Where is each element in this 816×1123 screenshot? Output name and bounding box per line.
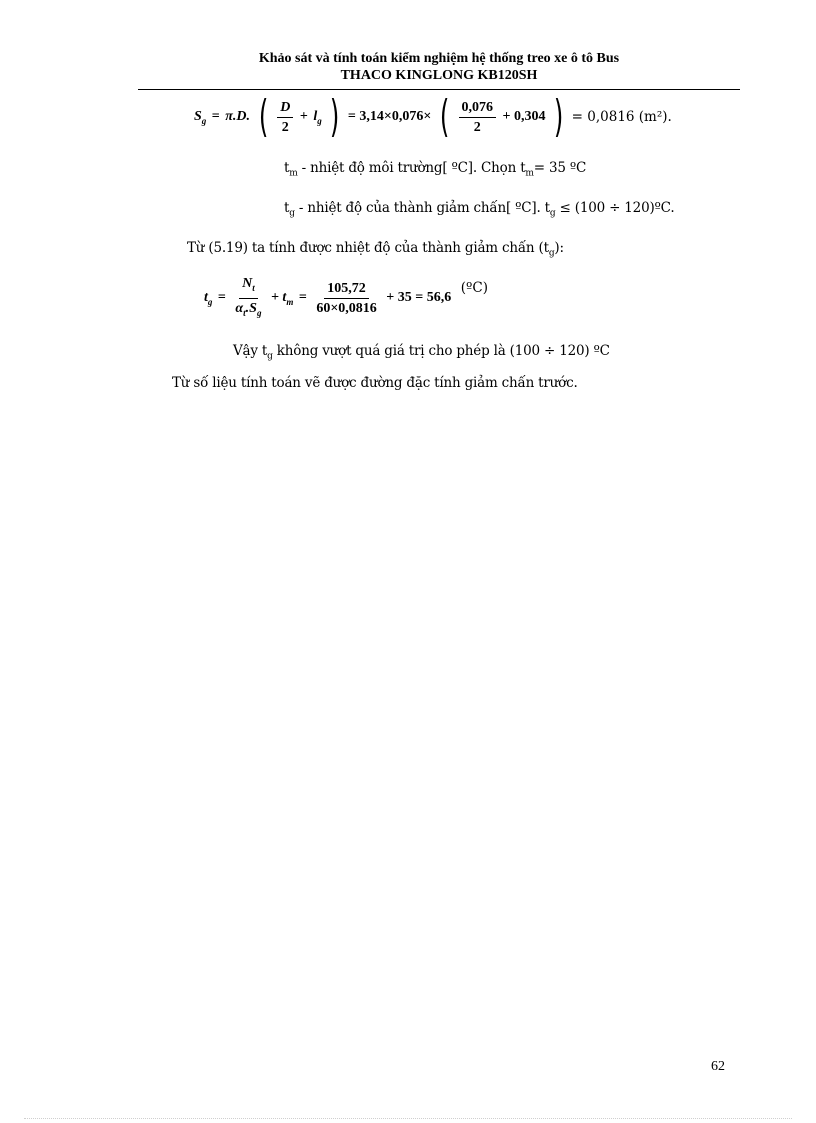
eq-sg-frac1-den: 2 bbox=[281, 119, 289, 135]
eq-sg-frac1 bbox=[277, 99, 293, 136]
eq-sg-equals: = bbox=[211, 109, 220, 124]
eq-sg-paren-close: ) bbox=[330, 91, 340, 142]
page-number: 62 bbox=[711, 1059, 725, 1074]
eq-sg-paren2-open: ( bbox=[439, 91, 450, 142]
equation-tg bbox=[203, 275, 489, 322]
eq-sg-plus: + bbox=[299, 109, 308, 124]
eq-sg-paren2-close: ) bbox=[553, 91, 564, 142]
text-final: Từ số liệu tính toán vẽ được đường đặc tính giảm chấn trước. bbox=[172, 375, 578, 391]
page-header bbox=[138, 50, 740, 84]
eq-sg-plus2: + 0,304 bbox=[502, 109, 546, 124]
text-tg-definition: $t_g$ - nhiệt độ của thành giảm chấn[ ºC]. $t_g \le (100$ ÷ 120)ºC. bbox=[284, 200, 675, 219]
eq-tg-unit: (ºC) bbox=[460, 279, 488, 296]
eq-tg-frac2 bbox=[313, 280, 379, 317]
eq-tg-frac1-num: $N_t$ bbox=[239, 275, 258, 299]
eq-sg-pid: π.D. bbox=[225, 109, 251, 124]
eq-tg-plus-tm: + $t_m$ bbox=[270, 289, 294, 307]
eq-tg-tail: + 35 = 56,6 bbox=[386, 290, 452, 306]
eq-tg-frac1-den: $\alpha_t.S_g$ bbox=[235, 300, 262, 318]
eq-sg-frac2 bbox=[459, 99, 497, 136]
eq-sg-paren-open: ( bbox=[258, 91, 268, 142]
eq-sg-lhs: $S_g$ bbox=[194, 108, 207, 126]
header-title-line2: THACO KINGLONG KB120SH bbox=[340, 68, 538, 83]
header-title-line1: Khảo sát và tính toán kiểm nghiệm hệ thống treo xe ô tô Bus bbox=[258, 51, 620, 66]
eq-tg-equals: = bbox=[217, 290, 226, 306]
equation-sg bbox=[193, 91, 673, 142]
page-bottom-border bbox=[24, 1118, 792, 1119]
eq-sg-mid: = 3,14×0,076× bbox=[347, 109, 432, 124]
eq-sg-l: $l_g$ bbox=[313, 108, 322, 126]
eq-sg-frac1-num: D bbox=[277, 99, 293, 118]
text-tm-definition: $t_m$ - nhiệt độ môi trường[ ºC]. Chọn $t_m= 35$ ºC bbox=[284, 160, 587, 179]
eq-tg-frac2-num: 105,72 bbox=[324, 280, 369, 299]
header-rule bbox=[138, 89, 740, 90]
eq-tg-lhs: $t_g$ bbox=[204, 289, 213, 307]
eq-sg-frac2-num: 0,076 bbox=[459, 99, 497, 118]
eq-sg-result: = 0,0816 (m²). bbox=[571, 109, 672, 125]
text-conclusion: Vậy $t_g$ không vượt quá giá trị cho phép là (100 ÷ 120) ºC bbox=[233, 343, 610, 362]
text-from-equation: Từ (5.19) ta tính được nhiệt độ của thành giảm chấn $(t_g)$: bbox=[187, 240, 564, 259]
eq-tg-equals2: = bbox=[298, 290, 307, 306]
eq-tg-frac1 bbox=[232, 275, 264, 322]
eq-tg-frac2-den: 60×0,0816 bbox=[316, 300, 377, 316]
eq-sg-frac2-den: 2 bbox=[473, 119, 481, 135]
